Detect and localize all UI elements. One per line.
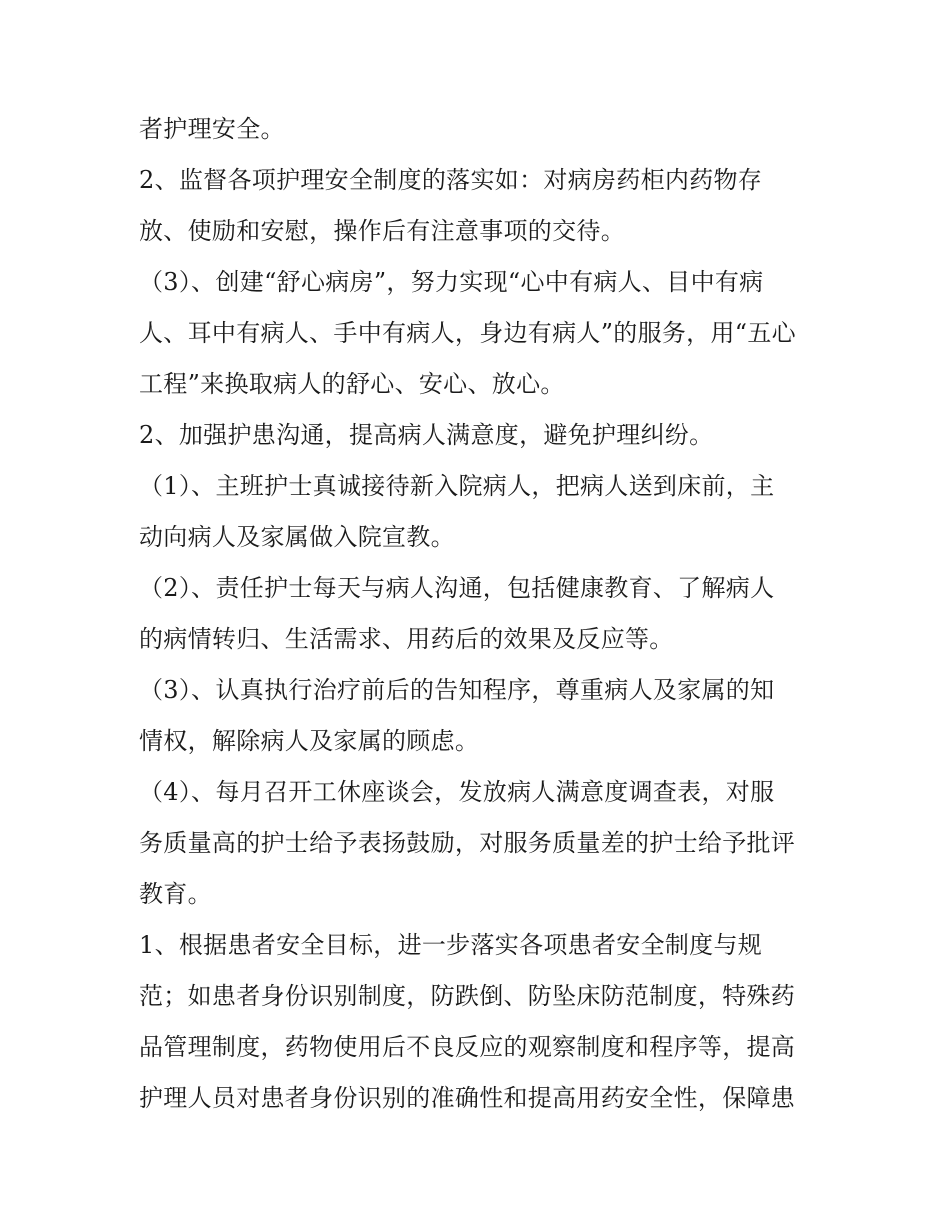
text-line: 放、使励和安慰，操作后有注意事项的交待。: [139, 217, 625, 245]
text-line: 者护理安全。: [139, 115, 285, 143]
text-line: 1、根据患者安全目标，进一步落实各项患者安全制度与规: [139, 931, 763, 959]
text-line: 2、监督各项护理安全制度的落实如：对病房药柜内药物存: [139, 166, 763, 194]
text-line: 范；如患者身份识别制度，防跌倒、防坠床防范制度，特殊药: [139, 982, 796, 1010]
text-line: 工程”来换取病人的舒心、安心、放心。: [139, 370, 565, 398]
text-line: （2）、责任护士每天与病人沟通，包括健康教育、了解病人: [139, 574, 775, 602]
text-line: 人、耳中有病人、手中有病人，身边有病人”的服务，用“五心: [139, 319, 796, 347]
text-line: （4）、每月召开工休座谈会，发放病人满意度调查表，对服: [139, 778, 775, 806]
text-line: 务质量高的护士给予表扬鼓励，对服务质量差的护士给予批评: [139, 829, 796, 857]
text-line: 品管理制度，药物使用后不良反应的观察制度和程序等，提高: [139, 1033, 796, 1061]
text-line: 2、加强护患沟通，提高病人满意度，避免护理纠纷。: [139, 421, 714, 449]
text-line: 教育。: [139, 880, 212, 908]
text-line: 情权，解除病人及家属的顾虑。: [139, 727, 480, 755]
text-line: （1）、主班护士真诚接待新入院病人，把病人送到床前，主: [139, 472, 775, 500]
text-line: 护理人员对患者身份识别的准确性和提高用药安全性，保障患: [139, 1084, 796, 1112]
text-line: 动向病人及家属做入院宣教。: [139, 523, 455, 551]
text-line: （3）、创建“舒心病房”，努力实现“心中有病人、目中有病: [139, 268, 764, 296]
text-line: （3）、认真执行治疗前后的告知程序，尊重病人及家属的知: [139, 676, 775, 704]
text-line: 的病情转归、生活需求、用药后的效果及反应等。: [139, 625, 674, 653]
